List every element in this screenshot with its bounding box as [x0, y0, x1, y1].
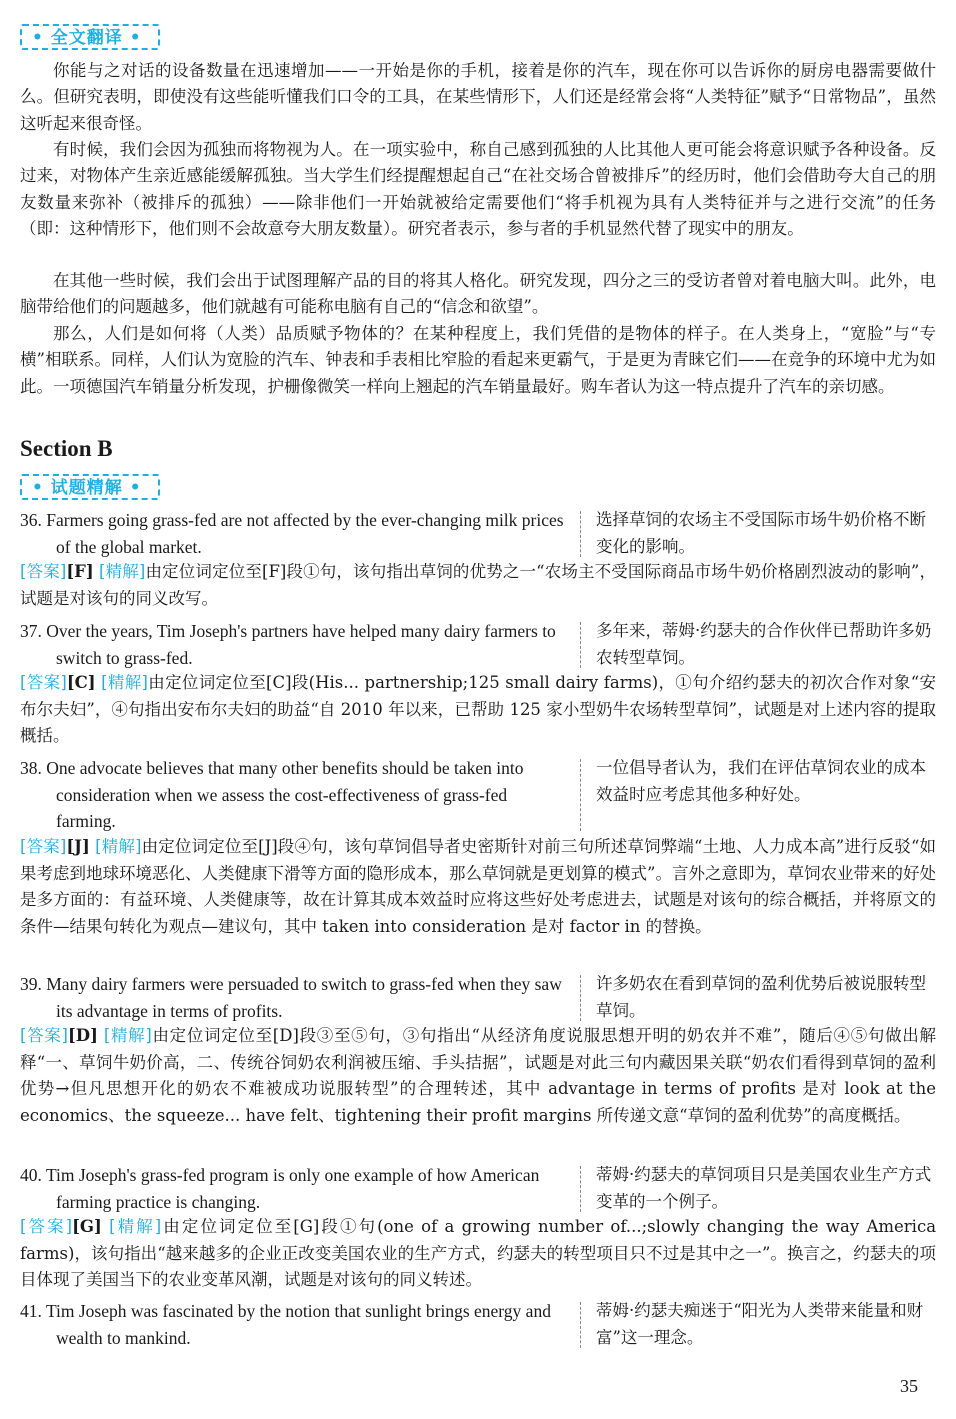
translation-tag: • 全文翻译 •	[20, 24, 160, 50]
answer-40: [答案][G] [精解]由定位词定位至[G]段①句(one of a growing number of...;slowly changing the way America farms)，该句指出“越来越多的企业正改变美国农业的生产方式，约瑟夫的转型项目只不过是其中之一”。换言之，约瑟夫的项目体现了美国当下的农业变革风潮，试题是对该句的同义转述。	[20, 1217, 937, 1289]
question-chinese: 蒂姆·约瑟夫痴迷于“阳光为人类带来能量和财富”这一理念。	[596, 1301, 924, 1347]
analysis-tag: • 试题精解 •	[20, 474, 160, 500]
question-chinese: 蒂姆·约瑟夫的草饲项目只是美国农业生产方式变革的一个例子。	[596, 1165, 932, 1211]
question-english: 41. Tim Joseph was fascinated by the notion that sunlight brings energy and wealth to mankind.	[20, 1301, 551, 1348]
page-number: 35	[900, 1376, 918, 1396]
question-chinese: 许多奶农在看到草饲的盈利优势后被说服转型草饲。	[596, 974, 926, 1020]
answer-39: [答案][D] [精解]由定位词定位至[D]段③至⑤句，③句指出“从经济角度说服思想开明的奶农并不难”，随后④⑤句做出解释“一、草饲牛奶价高，二、传统谷饲奶农利润被压缩、手头拮据”，试题是对此三句内藏因果关联“奶农们看得到草饲的盈利优势→但凡思想开化的奶农不难被成功说服转型”的合理转述，其中 advantage in terms of profits 是对 look at the economics、the squeeze... have felt、tightening their profit margins 所传递文意“草饲的盈利优势”的高度概括。	[20, 1026, 937, 1125]
translation-paragraph: 你能与之对话的设备数量在迅速增加——一开始是你的手机，接着是你的汽车，现在你可以告诉你的厨房电器需要做什么。但研究表明，即使没有这些能听懂我们口令的工具，在某些情形下，人们还是经常会将“人类特征”赋予“日常物品”，虽然这听起来很奇怪。	[20, 61, 936, 133]
question-chinese: 多年来，蒂姆·约瑟夫的合作伙伴已帮助许多奶农转型草饲。	[596, 621, 932, 667]
question-english: 37. Over the years, Tim Joseph's partners have helped many dairy farmers to switch to grass-fed.	[20, 621, 556, 668]
answer-36: [答案][F] [精解]由定位词定位至[F]段①句，该句指出草饲的优势之一“农场主不受国际商品市场牛奶价格剧烈波动的影响”，试题是对该句的同义改写。	[20, 562, 936, 608]
section-title: Section B	[20, 436, 113, 461]
answer-37: [答案][C] [精解]由定位词定位至[C]段(His... partnership;125 small dairy farms)，①句介绍约瑟夫的初次合作对象“安布尔夫妇”，④句指出安布尔夫妇的助益“自 2010 年以来，已帮助 125 家小型奶牛农场转型草饲”，试题是对上述内容的提取概括。	[20, 673, 936, 745]
answer-38: [答案][J] [精解]由定位词定位至[J]段④句，该句草饲倡导者史密斯针对前三句所述草饲弊端“土地、人力成本高”进行反驳“如果考虑到地球环境恶化、人类健康下滑等方面的隐形成本，那么草饲就是更划算的模式”。言外之意即为，草饲农业带来的好处是多方面的：有益环境、人类健康等，故在计算其成本效益时应将这些好处考虑进去，试题是对该句的综合概括，并将原文的条件—结果句转化为观点—建议句，其中 taken into consideration 是对 factor in 的替换。	[20, 837, 937, 936]
question-english: 39. Many dairy farmers were persuaded to switch to grass-fed when they saw its advantage in terms of profits.	[20, 974, 562, 1021]
question-chinese: 选择草饲的农场主不受国际市场牛奶价格不断变化的影响。	[596, 510, 926, 556]
question-english: 36. Farmers going grass-fed are not affected by the ever-changing milk prices of the global market.	[20, 510, 564, 557]
translation-paragraph: 那么，人们是如何将（人类）品质赋予物体的？在某种程度上，我们凭借的是物体的样子。在人类身上，“宽脸”与“专横”相联系。同样，人们认为宽脸的汽车、钟表和手表相比窄脸的看起来更霸气，于是更为青睐它们——在竞争的环境中尤为如此。一项德国汽车销量分析发现，护栅像微笑一样向上翘起的汽车销量最好。购车者认为这一特点提升了汽车的亲切感。	[20, 324, 936, 396]
translation-paragraph: 有时候，我们会因为孤独而将物视为人。在一项实验中，称自己感到孤独的人比其他人更可能会将意识赋予各种设备。反过来，对物体产生亲近感能缓解孤独。当大学生们经提醒想起自己“在社交场合曾被排斥”的经历时，他们会借助夸大自己的朋友数量来弥补（被排斥的孤独）——除非他们一开始就被给定需要他们“将手机视为具有人类特征并与之进行交流”的任务（即：这种情形下，他们则不会故意夸大朋友数量）。研究者表示，参与者的手机显然代替了现实中的朋友。	[20, 140, 936, 238]
question-english: 38. One advocate believes that many other benefits should be taken into consideration when we assess the cost-effectiveness of grass-fed farming.	[20, 758, 524, 831]
translation-paragraph: 在其他一些时候，我们会出于试图理解产品的目的将其人格化。研究发现，四分之三的受访者曾对着电脑大叫。此外，电脑带给他们的问题越多，他们就越有可能称电脑有自己的“信念和欲望”。	[20, 271, 936, 317]
question-english: 40. Tim Joseph's grass-fed program is only one example of how American farming practice is changing.	[20, 1165, 540, 1212]
question-chinese: 一位倡导者认为，我们在评估草饲农业的成本效益时应考虑其他多种好处。	[596, 758, 926, 804]
